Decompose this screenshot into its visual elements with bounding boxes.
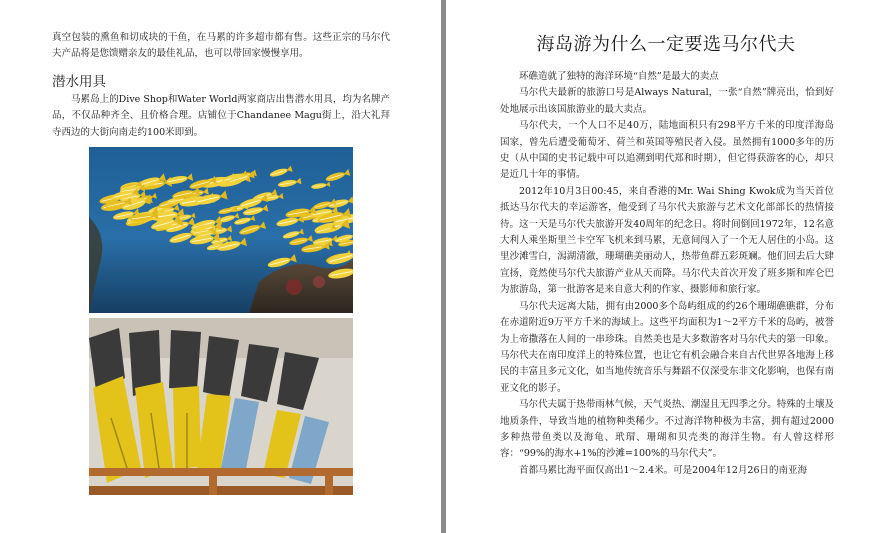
subheading-paragraph: 环礁造就了独特的海洋环境“自然”是最大的卖点 xyxy=(519,71,719,82)
body-paragraph: 2012年10月3日00:45，来自香港的Mr. Wai Shing Kwok成为当天首位抵达马尔代夫的幸运游客，他受到了马尔代夫旅游与艺术文化部部长的热情接待。这一天是马尔代夫旅游开发40周年的纪念日。将时间倒回1972年，12名意大利人乘坐斯里兰卡空军飞机来到马累，无意间闯入了一个无人居住的小岛。这里沙滩雪白，潟湖清澈，珊瑚礁美丽动人，热带鱼群五彩斑斓。他们回去后大肆宣扬，竟然使马尔代夫旅游产业从天而降。马尔代夫首次开发了班多斯和库仑巴为旅游岛，第一批游客是来自意大利的作家、摄影师和旅行家。 xyxy=(500,185,834,296)
body-paragraph: 马尔代夫属于热带雨林气候，天气炎热、潮湿且无四季之分。特殊的土壤及地质条件，导致当地的植物种类稀少。不过海洋物种极为丰富，拥有超过2000多种热带鱼类以及海龟、玳瑁、珊瑚和贝壳类的海洋生物。有人曾这样形容：“99%的海水+1%的沙滩=100%的马尔代夫”。 xyxy=(500,399,834,460)
dive-fins-photo xyxy=(89,318,353,495)
fish-school-image xyxy=(89,147,353,313)
right-page xyxy=(446,0,886,533)
article-body xyxy=(500,69,834,479)
body-paragraph: 马尔代夫，一个人口不足40万，陆地面积只有298平方千米的印度洋海岛国家，曾先后遭受葡萄牙、荷兰和英国等殖民者入侵。虽然拥有1000多年的历史（从中国的史书记载中可以追溯到明代郑和时期），但它得获游客的心，却只是近几十年的事情。 xyxy=(500,120,834,181)
left-page xyxy=(0,0,441,533)
dive-fins-image xyxy=(89,318,353,495)
dive-gear-paragraph: 马累岛上的Dive Shop和Water World两家商店出售潜水用具，均为名牌产品，不仅品种齐全、且价格合理。店铺位于Chandanee Magu街上，沿大礼拜寺西边的大街向南走约100米即到。 xyxy=(52,94,390,138)
fish-school-photo xyxy=(89,147,353,313)
body-paragraph: 马尔代夫最新的旅游口号是Always Natural，一张“自然”牌亮出，恰到好处地展示出该国旅游业的最大卖点。 xyxy=(500,87,834,115)
body-paragraph: 马尔代夫远离大陆，拥有由2000多个岛屿组成的约26个珊瑚礁礁群，分布在赤道附近9万平方千米的海域上。这些平均面积为1～2平方千米的岛屿，被誉为上帝撒落在人间的一串珍珠。自然美也是大多数游客对马尔代夫的第一印象。马尔代夫在南印度洋上的特殊位置，也让它有机会融合来自古代世界各地海上移民的丰富且多元文化，如当地传统音乐与舞蹈不仅深受东非文化影响，也保有南亚文化的影子。 xyxy=(500,300,834,394)
body-paragraph: 首都马累比海平面仅高出1～2.4米。可是2004年12月26日的南亚海 xyxy=(519,464,808,476)
intro-paragraph: 真空包装的熏鱼和切成块的干鱼，在马累的许多超市都有售。这些正宗的马尔代夫产品将是您馈赠亲友的最佳礼品，也可以带回家慢慢享用。 xyxy=(52,32,390,60)
section-heading-dive-gear: 潜水用具 xyxy=(52,74,106,90)
page-title: 海岛游为什么一定要选马尔代夫 xyxy=(536,34,796,55)
